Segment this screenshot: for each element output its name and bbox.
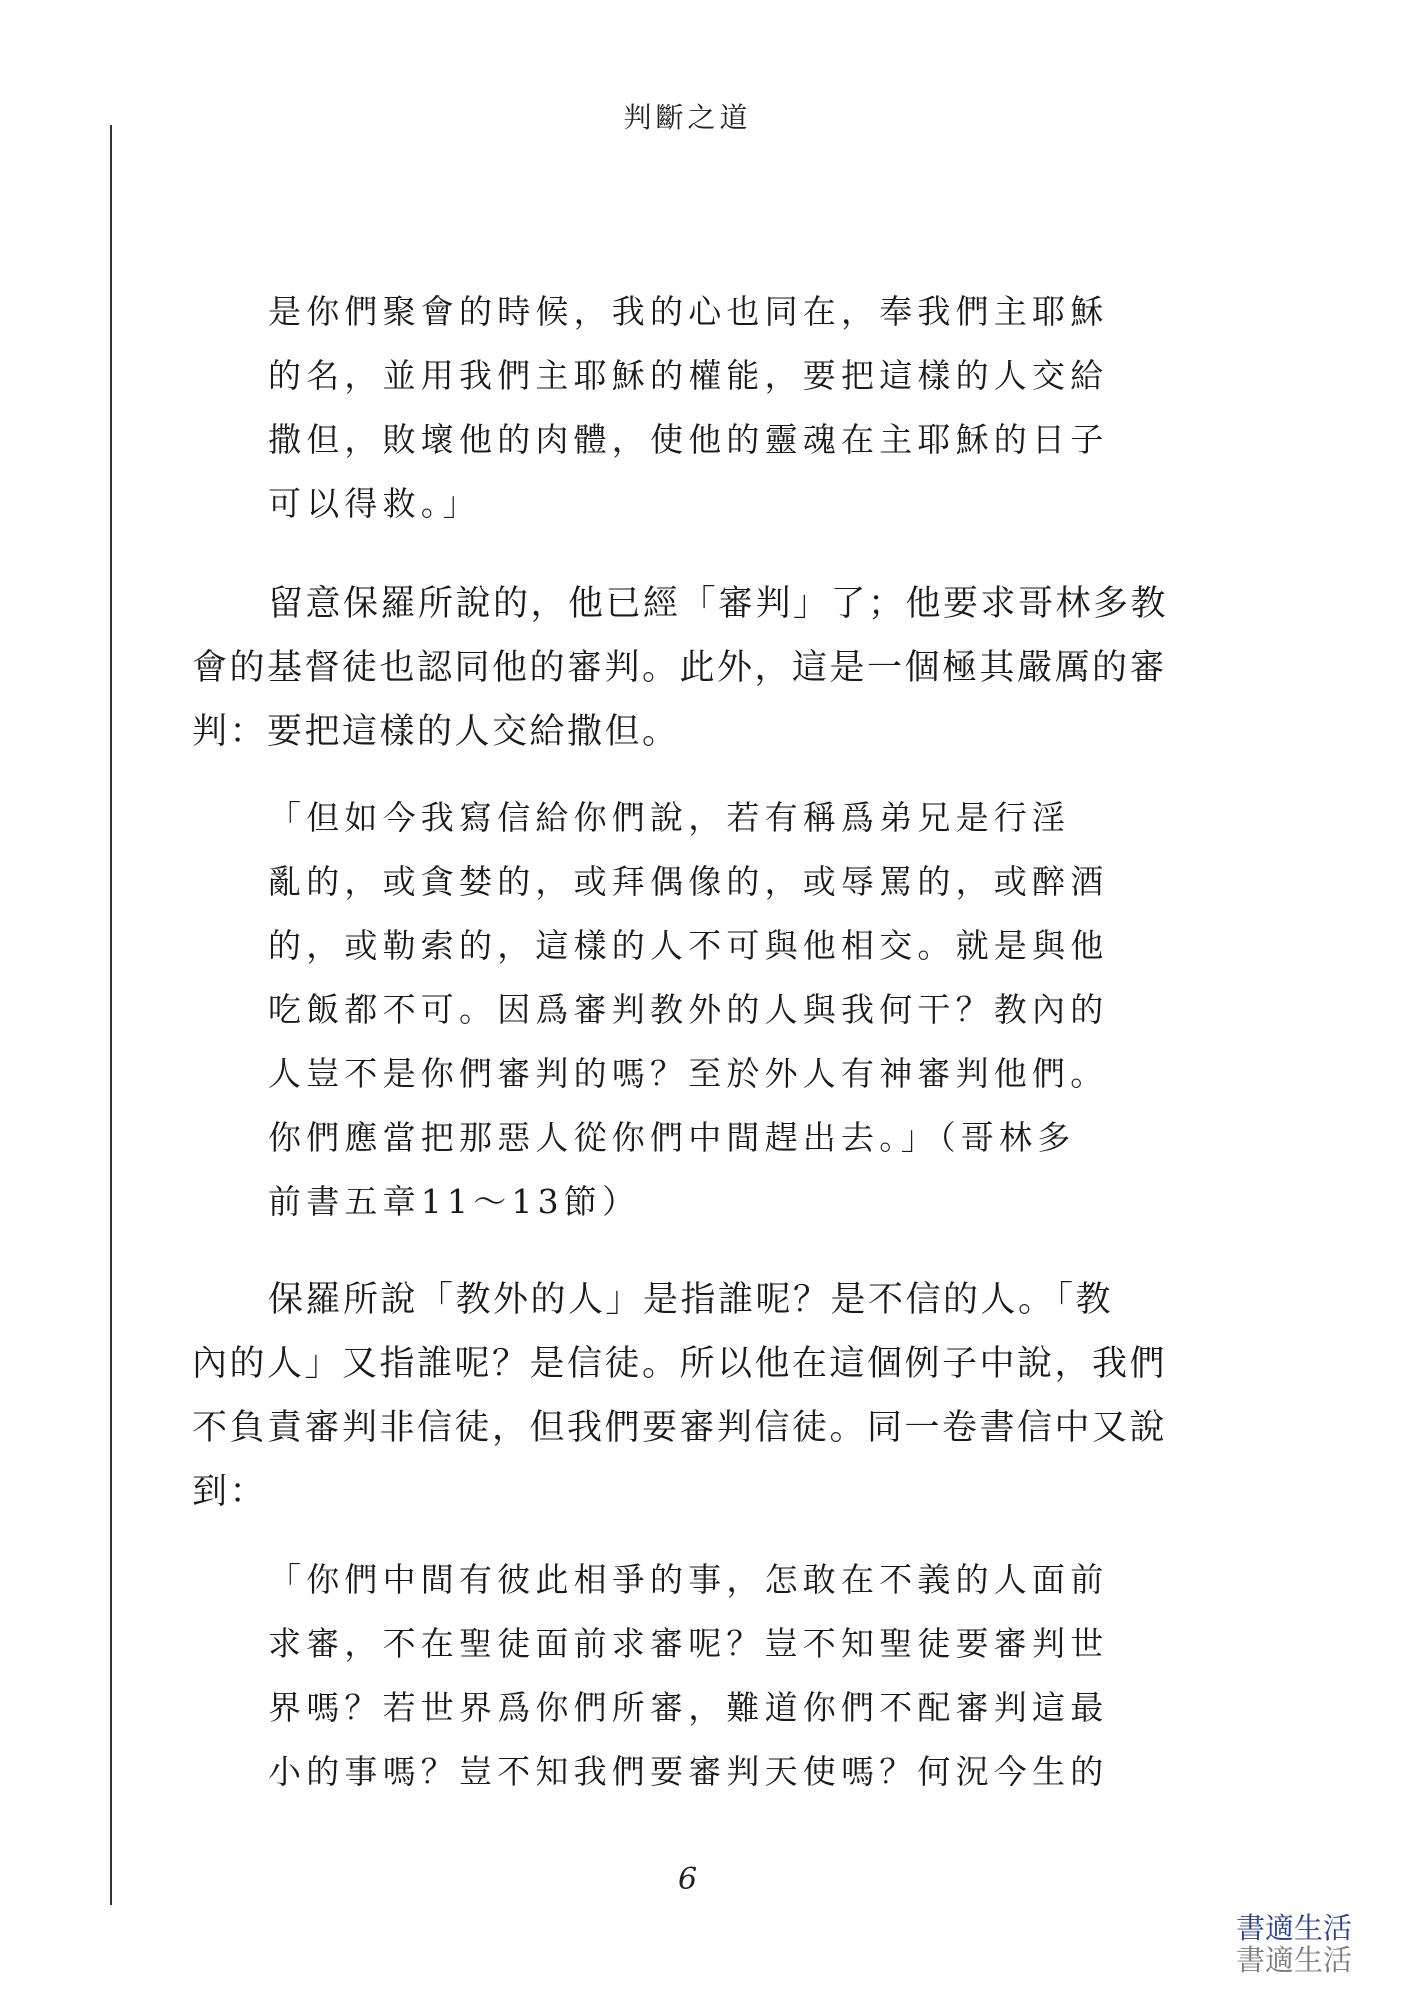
watermark-logo-shadow: 書適生活: [1235, 1943, 1352, 1977]
quote-line: 「但如今我寫信給你們說，若有稱爲弟兄是行淫: [268, 798, 1071, 837]
scripture-quote-3: [268, 1548, 1108, 1804]
paragraph-line: 留意保羅所說的，他已經「審判」了；他要求哥林多教: [268, 584, 1169, 624]
quote-line: 的，或勒索的，這樣的人不可與他相交。就是與他: [268, 926, 1109, 965]
body-paragraph-2: [192, 1268, 1182, 1524]
quote-line: 界嗎？若世界爲你們所審，難道你們不配審判這最: [268, 1688, 1109, 1727]
margin-rule: [110, 125, 112, 1905]
quote-line: 吃飯都不可。因爲審判教外的人與我何干？教內的: [268, 990, 1109, 1029]
quote-line: 是你們聚會的時候，我的心也同在，奉我們主耶穌: [268, 292, 1109, 331]
paragraph-line: 內的人」又指誰呢？是信徒。所以他在這個例子中說，我們: [192, 1344, 1168, 1384]
quote-line: 求審，不在聖徒面前求審呢？豈不知聖徒要審判世: [268, 1624, 1109, 1663]
quote-line: 的名，並用我們主耶穌的權能，要把這樣的人交給: [268, 356, 1109, 395]
paragraph-line: 會的基督徒也認同他的審判。此外，這是一個極其嚴厲的審: [192, 648, 1168, 688]
paragraph-line: 保羅所說「教外的人」是指誰呢？是不信的人。「教: [268, 1280, 1114, 1320]
quote-line: 撒但，敗壞他的肉體，使他的靈魂在主耶穌的日子: [268, 420, 1109, 459]
paragraph-line: 不負責審判非信徒，但我們要審判信徒。同一卷書信中又說: [192, 1408, 1168, 1448]
quote-line: 亂的，或貪婪的，或拜偶像的，或辱罵的，或醉酒: [268, 862, 1109, 901]
running-header: 判斷之道: [623, 101, 752, 134]
page-number: 6: [677, 1862, 698, 1897]
quote-line: 小的事嗎？豈不知我們要審判天使嗎？何況今生的: [268, 1752, 1109, 1791]
quote-line: 可以得救。」: [268, 484, 481, 523]
quote-line: 你們應當把那惡人從你們中間趕出去。」（哥林多: [268, 1118, 1076, 1157]
quote-line: 前書五章11～13節）: [268, 1182, 641, 1221]
quote-line: 「你們中間有彼此相爭的事，怎敢在不義的人面前: [268, 1560, 1109, 1599]
paragraph-line: 判：要把這樣的人交給撒但。: [192, 712, 680, 752]
quote-line: 人豈不是你們審判的嗎？至於外人有神審判他們。: [268, 1054, 1109, 1093]
paragraph-line: 到：: [192, 1472, 268, 1512]
body-paragraph-1: [192, 572, 1182, 764]
scripture-quote-1: [268, 280, 1108, 536]
watermark-logo: 書適生活: [1235, 1911, 1352, 1945]
scripture-quote-2: [268, 786, 1108, 1234]
